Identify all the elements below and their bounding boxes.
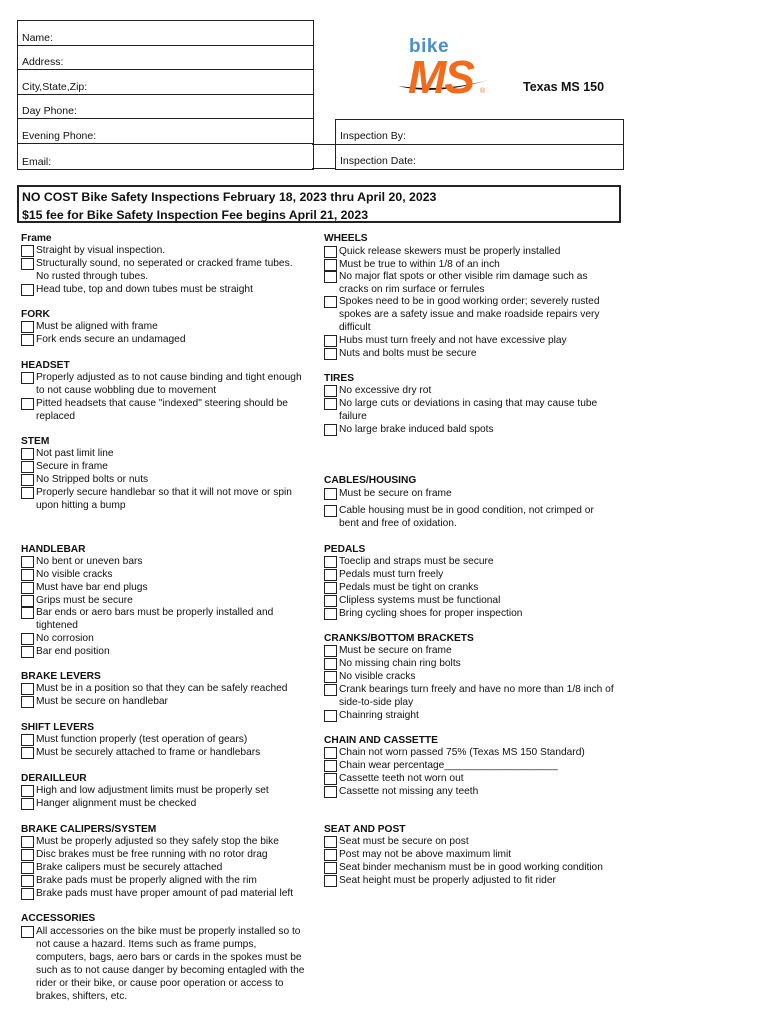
checkbox[interactable] [324, 595, 337, 607]
checklist-item[interactable] [324, 335, 567, 348]
checklist-item[interactable] [324, 684, 614, 697]
checkbox[interactable] [21, 487, 34, 499]
checkbox-spacer [21, 991, 34, 1003]
checklist-item-label: Fork ends secure an undamaged [36, 334, 186, 345]
checklist-item-label: Chain not worn passed 75% (Texas MS 150 Standard) [339, 747, 585, 758]
checkbox[interactable] [324, 424, 337, 436]
checklist-item-label: No major flat spots or other visible rim damage such as [339, 271, 588, 282]
checklist-item-label: All accessories on the bike must be properly installed so to [36, 926, 301, 937]
checkbox[interactable] [21, 683, 34, 695]
checklist-item-label: Head tube, top and down tubes must be straight [36, 284, 253, 295]
checklist-item-label: Seat height must be properly adjusted to fit rider [339, 875, 556, 886]
checklist-item-label: Bar end position [36, 646, 110, 657]
checklist-item [21, 411, 75, 424]
section-title-handlebar: HANDLEBAR [21, 544, 86, 555]
inspection-box [335, 119, 624, 170]
checklist-item-label: Must be secure on frame [339, 488, 452, 499]
checklist-item[interactable] [324, 569, 443, 582]
checklist-item[interactable] [21, 474, 148, 487]
logo-bike-text: bike [409, 36, 450, 57]
checkbox[interactable] [324, 259, 337, 271]
checklist-item-label: Brake pads must have proper amount of pad material left [36, 888, 294, 899]
checkbox[interactable] [21, 556, 34, 568]
checklist-item-label: Hubs must turn freely and not have excessive play [339, 335, 567, 346]
checkbox-spacer [324, 284, 337, 296]
logo-registered-mark: ® [480, 88, 486, 95]
checkbox[interactable] [324, 836, 337, 848]
checklist-item[interactable] [21, 372, 302, 385]
checklist-item[interactable] [21, 569, 112, 582]
checklist-item-label: Cable housing must be in good condition, not crimped or [339, 505, 594, 516]
checklist-item [324, 284, 485, 297]
checklist-item[interactable] [324, 296, 600, 309]
checklist-item[interactable] [21, 595, 133, 608]
checklist-item[interactable] [21, 926, 300, 939]
checkbox-spacer [21, 952, 34, 964]
email-label: Email: [22, 155, 52, 168]
checklist-item[interactable] [324, 760, 558, 773]
checkbox[interactable] [21, 474, 34, 486]
checklist-item-label: spokes are a safety issue and make roadside repairs very [339, 309, 600, 320]
checklist-item-label: Cassette teeth not worn out [339, 773, 464, 784]
checklist-item-label: Nuts and bolts must be secure [339, 348, 477, 359]
checkbox-spacer [21, 411, 34, 423]
checklist-item[interactable] [324, 849, 511, 862]
address-label: Address: [22, 56, 64, 69]
checklist-item[interactable] [324, 259, 500, 272]
checklist-item[interactable] [324, 862, 603, 875]
email-field[interactable] [18, 144, 313, 169]
checklist-item-label: No large cuts or deviations in casing that may cause tube [339, 398, 598, 409]
checkbox[interactable] [324, 556, 337, 568]
checklist-item[interactable] [21, 888, 293, 901]
checklist-item[interactable] [21, 334, 186, 347]
checklist-item-label: Must be secure on frame [339, 645, 452, 656]
checkbox[interactable] [21, 372, 34, 384]
checkbox-spacer [21, 939, 34, 951]
checklist-item-label: computers, bags, aero bars or cards in the spokes must be [36, 952, 302, 963]
checklist-item-label: Straight by visual inspection. [36, 245, 166, 256]
checklist-item-label: bent and free of oxidation. [339, 518, 457, 529]
checkbox[interactable] [21, 875, 34, 887]
checklist-item[interactable] [21, 696, 168, 709]
checklist-item[interactable] [324, 398, 597, 411]
checklist-item[interactable] [21, 321, 158, 334]
checkbox[interactable] [21, 646, 34, 658]
checklist-item[interactable] [21, 607, 273, 620]
checkbox-spacer [324, 411, 337, 423]
checkbox[interactable] [324, 760, 337, 772]
checklist-item-label: Spokes need to be in good working order; severely rusted [339, 296, 600, 307]
evening-phone-label: Evening Phone: [22, 129, 97, 142]
day-phone-field[interactable] [18, 95, 313, 120]
checkbox[interactable] [324, 608, 337, 620]
section-title-shift-levers: SHIFT LEVERS [21, 722, 95, 733]
checklist-item-label: replaced [36, 411, 76, 422]
checkbox[interactable] [324, 335, 337, 347]
checklist-item-label: Must be in a position so that they can be safely reached [36, 683, 288, 694]
checklist-item-label: Seat must be secure on post [339, 836, 469, 847]
divider [312, 144, 336, 145]
checklist-item-label: Bring cycling shoes for proper inspection [339, 608, 523, 619]
checklist-item-label: No corrosion [36, 633, 94, 644]
checklist-item-label: side-to-side play [339, 697, 414, 708]
checklist-item-label: Properly adjusted as to not cause binding and tight enough [36, 372, 302, 383]
inspection-by-label: Inspection By: [340, 129, 406, 142]
section-title-tires: TIRES [324, 373, 355, 384]
checklist-item-label: Bar ends or aero bars must be properly installed and [36, 607, 274, 618]
section-title-derailleur: DERAILLEUR [21, 773, 87, 784]
bike-ms-logo [396, 36, 496, 104]
checklist-item[interactable] [21, 245, 165, 258]
checkbox[interactable] [324, 488, 337, 500]
checklist-item-label: Quick release skewers must be properly installed [339, 246, 561, 257]
checkbox[interactable] [21, 836, 34, 848]
checkbox[interactable] [21, 595, 34, 607]
checklist-item[interactable] [21, 258, 293, 271]
checklist-item-label: Seat binder mechanism must be in good working condition [339, 862, 603, 873]
checklist-item-label: Must be properly adjusted so they safely stop the bike [36, 836, 279, 847]
checklist-item[interactable] [21, 785, 269, 798]
section-title-chain: CHAIN AND CASSETTE [324, 735, 438, 746]
fee-banner [17, 185, 621, 223]
checklist-item-label: No excessive dry rot [339, 385, 432, 396]
checkbox-spacer [21, 385, 34, 397]
checkbox[interactable] [21, 258, 34, 270]
checkbox-spacer [324, 309, 337, 321]
checklist-item[interactable] [324, 582, 478, 595]
checkbox[interactable] [324, 773, 337, 785]
checklist-item[interactable] [21, 461, 108, 474]
checklist-item[interactable] [324, 773, 464, 786]
checklist-item-label: difficult [339, 322, 371, 333]
checklist-item-label: No bent or uneven bars [36, 556, 143, 567]
checklist-item-label: tightened [36, 620, 78, 631]
checkbox[interactable] [21, 334, 34, 346]
checklist-item-label: cracks on rim surface or ferrules [339, 284, 485, 295]
checklist-item-label: rider or their bike, or cause poor operation or access to [36, 978, 284, 989]
checklist-item-label: No visible cracks [36, 569, 113, 580]
checklist-item[interactable] [324, 505, 594, 518]
checklist-item [21, 271, 148, 284]
checklist-item-label: Secure in frame [36, 461, 108, 472]
checkbox-spacer [21, 965, 34, 977]
checkbox[interactable] [21, 461, 34, 473]
inspection-date-label: Inspection Date: [340, 155, 416, 167]
checkbox[interactable] [324, 505, 337, 517]
logo-ms-text: MS [408, 51, 473, 103]
checklist-item [324, 322, 371, 335]
checklist-item-label: upon hitting a bump [36, 500, 126, 511]
checkbox[interactable] [21, 798, 34, 810]
checklist-item-label: Brake calipers must be securely attached [36, 862, 223, 873]
checklist-item-label: Must function properly (test operation of gears) [36, 734, 248, 745]
checklist-item-label: such as to not cause danger by becoming entagled with the [36, 965, 305, 976]
checkbox[interactable] [21, 849, 34, 861]
checkbox[interactable] [324, 862, 337, 874]
checklist-item [21, 978, 283, 991]
address-field[interactable] [18, 46, 313, 71]
checklist-item[interactable] [21, 646, 110, 659]
checklist-item [21, 385, 216, 398]
checklist-item-label: Must be securely attached to frame or handlebars [36, 747, 261, 758]
banner-line-2: $15 fee for Bike Safety Inspection Fee begins April 21, 2023 [22, 208, 369, 222]
checklist-item [21, 500, 126, 513]
section-title-seat: SEAT AND POST [324, 824, 406, 835]
checkbox[interactable] [324, 582, 337, 594]
checklist-item[interactable] [324, 246, 560, 259]
checkbox[interactable] [21, 696, 34, 708]
checklist-item[interactable] [324, 488, 452, 501]
checklist-item[interactable] [21, 487, 292, 500]
checkbox-spacer [324, 518, 337, 530]
divider [312, 168, 336, 169]
checklist-item-label: brakes, shifters, etc. [36, 991, 128, 1002]
checkbox[interactable] [324, 569, 337, 581]
checkbox[interactable] [21, 633, 34, 645]
checklist-item-label: Clipless systems must be functional [339, 595, 501, 606]
event-title: Texas MS 150 [523, 80, 605, 94]
checklist-item-label: No rusted through tubes. [36, 271, 149, 282]
section-title-brake-calipers: BRAKE CALIPERS/SYSTEM [21, 824, 157, 835]
checklist-item-label: Must be true to within 1/8 of an inch [339, 259, 500, 270]
checkbox[interactable] [21, 321, 34, 333]
checkbox[interactable] [324, 786, 337, 798]
checklist-item[interactable] [21, 798, 196, 811]
checklist-item-label: Chain wear percentage____________________ [339, 760, 558, 771]
checkbox-spacer [21, 271, 34, 283]
checkbox[interactable] [324, 385, 337, 397]
checklist-item[interactable] [324, 424, 494, 437]
checkbox[interactable] [324, 246, 337, 258]
section-title-pedals: PEDALS [324, 544, 366, 555]
checklist-item[interactable] [21, 448, 114, 461]
checklist-item [324, 697, 413, 710]
checklist-item-label: Crank bearings turn freely and have no more than 1/8 inch of [339, 684, 614, 695]
checkbox-spacer [21, 978, 34, 990]
section-title-cables: CABLES/HOUSING [324, 475, 417, 486]
checkbox[interactable] [21, 888, 34, 900]
section-title-accessories: ACCESSORIES [21, 913, 96, 924]
contact-info-box [17, 20, 314, 170]
checklist-item-label: No Stripped bolts or nuts [36, 474, 149, 485]
checklist-item [324, 518, 457, 531]
checklist-item-label: Grips must be secure [36, 595, 133, 606]
checklist-item-label: Hanger alignment must be checked [36, 798, 197, 809]
checklist-item-label: Must have bar end plugs [36, 582, 148, 593]
section-title-wheels: WHEELS [324, 233, 368, 244]
inspection-date-field[interactable] [336, 145, 623, 170]
city-state-zip-field[interactable] [18, 70, 313, 95]
checklist-item-label: Post may not be above maximum limit [339, 849, 512, 860]
checklist-item[interactable] [21, 875, 257, 888]
evening-phone-field[interactable] [18, 119, 313, 144]
checkbox[interactable] [324, 348, 337, 360]
checklist-item-label: Structurally sound, no seperated or cracked frame tubes. [36, 258, 293, 269]
name-field[interactable] [18, 21, 313, 46]
checkbox[interactable] [21, 569, 34, 581]
city-state-zip-label: City,State,Zip: [22, 80, 88, 93]
checkbox[interactable] [21, 448, 34, 460]
checklist-item[interactable] [21, 582, 148, 595]
checklist-item-label: No visible cracks [339, 671, 416, 682]
checkbox[interactable] [21, 734, 34, 746]
checklist-item[interactable] [324, 385, 431, 398]
checkbox-spacer [21, 500, 34, 512]
checkbox[interactable] [324, 747, 337, 759]
checklist-item-label: Toeclip and straps must be secure [339, 556, 494, 567]
checklist-item[interactable] [324, 608, 522, 621]
checklist-item[interactable] [21, 849, 268, 862]
checkbox[interactable] [21, 926, 34, 938]
checklist-item[interactable] [21, 734, 247, 747]
section-title-headset: HEADSET [21, 360, 70, 371]
section-title-fork: FORK [21, 309, 50, 320]
checklist-item[interactable] [324, 658, 461, 671]
checkbox[interactable] [21, 398, 34, 410]
checklist-item-label: Pedals must be tight on cranks [339, 582, 479, 593]
checkbox[interactable] [324, 710, 337, 722]
checkbox[interactable] [324, 271, 337, 283]
checkbox[interactable] [21, 582, 34, 594]
checklist-item-label: No missing chain ring bolts [339, 658, 461, 669]
checklist-item-label: Cassette not missing any teeth [339, 786, 479, 797]
checklist-item-label: Disc brakes must be free running with no rotor drag [36, 849, 268, 860]
checklist-item-label: Chainring straight [339, 710, 419, 721]
section-title-stem: STEM [21, 436, 50, 447]
checkbox[interactable] [21, 245, 34, 257]
checklist-item-label: High and low adjustment limits must be properly set [36, 785, 269, 796]
checklist-item-label: Not past limit line [36, 448, 114, 459]
checklist-item [324, 411, 367, 424]
checkbox[interactable] [324, 296, 337, 308]
checklist-item[interactable] [324, 836, 469, 849]
checkbox[interactable] [21, 747, 34, 759]
checkbox-spacer [324, 697, 337, 709]
checklist-item[interactable] [21, 862, 222, 875]
checklist-item[interactable] [21, 633, 94, 646]
checklist-item[interactable] [324, 645, 452, 658]
checklist-item[interactable] [21, 836, 279, 849]
checkbox[interactable] [21, 862, 34, 874]
checklist-item[interactable] [324, 671, 415, 684]
checklist-item-label: Pedals must turn freely [339, 569, 444, 580]
checkbox[interactable] [324, 671, 337, 683]
checkbox[interactable] [324, 875, 337, 887]
day-phone-label: Day Phone: [22, 105, 77, 118]
checklist-item-label: Pitted headsets that cause "indexed" steering should be [36, 398, 288, 409]
checklist-item[interactable] [324, 595, 500, 608]
checklist-item [21, 965, 304, 978]
checklist-item [21, 952, 302, 965]
section-title-frame: Frame [21, 233, 52, 244]
checkbox-spacer [21, 620, 34, 632]
checklist-item[interactable] [21, 683, 287, 696]
checklist-item-label: failure [339, 411, 367, 422]
checklist-item [324, 309, 599, 322]
checklist-item[interactable] [21, 747, 260, 760]
checklist-item [21, 620, 78, 633]
section-title-cranks: CRANKS/BOTTOM BRACKETS [324, 633, 474, 644]
checklist-item[interactable] [324, 710, 419, 723]
checkbox[interactable] [324, 658, 337, 670]
checklist-item[interactable] [324, 348, 477, 361]
checklist-item[interactable] [324, 786, 478, 799]
checklist-item[interactable] [324, 747, 585, 760]
checklist-item[interactable] [324, 875, 556, 888]
checkbox[interactable] [21, 284, 34, 296]
checklist-item-label: not cause a hazard. Items such as frame pumps, [36, 939, 257, 950]
checkbox[interactable] [324, 645, 337, 657]
checklist-item-label: No large brake induced bald spots [339, 424, 494, 435]
checkbox[interactable] [21, 607, 34, 619]
section-title-brake-levers: BRAKE LEVERS [21, 671, 101, 682]
checklist-item[interactable] [21, 556, 142, 569]
checklist-item-label: to not cause wobbling due to movement [36, 385, 217, 396]
checkbox[interactable] [21, 785, 34, 797]
checklist-item[interactable] [21, 398, 288, 411]
checkbox[interactable] [324, 398, 337, 410]
inspection-by-field[interactable] [336, 120, 623, 145]
checklist-item [21, 939, 256, 952]
checklist-item[interactable] [324, 271, 588, 284]
checklist-item-label: Brake pads must be properly aligned with the rim [36, 875, 257, 886]
checkbox[interactable] [324, 684, 337, 696]
checklist-item[interactable] [324, 556, 494, 569]
checklist-item[interactable] [21, 284, 253, 297]
banner-line-1: NO COST Bike Safety Inspections February 18, 2023 thru April 20, 2023 [22, 190, 437, 204]
checkbox[interactable] [324, 849, 337, 861]
name-label: Name: [22, 31, 53, 44]
checklist-item-label: Must be secure on handlebar [36, 696, 168, 707]
checkbox-spacer [324, 322, 337, 334]
checklist-item-label: Must be aligned with frame [36, 321, 158, 332]
checklist-item [21, 991, 127, 1004]
checklist-item-label: Properly secure handlebar so that it will not move or spin [36, 487, 292, 498]
